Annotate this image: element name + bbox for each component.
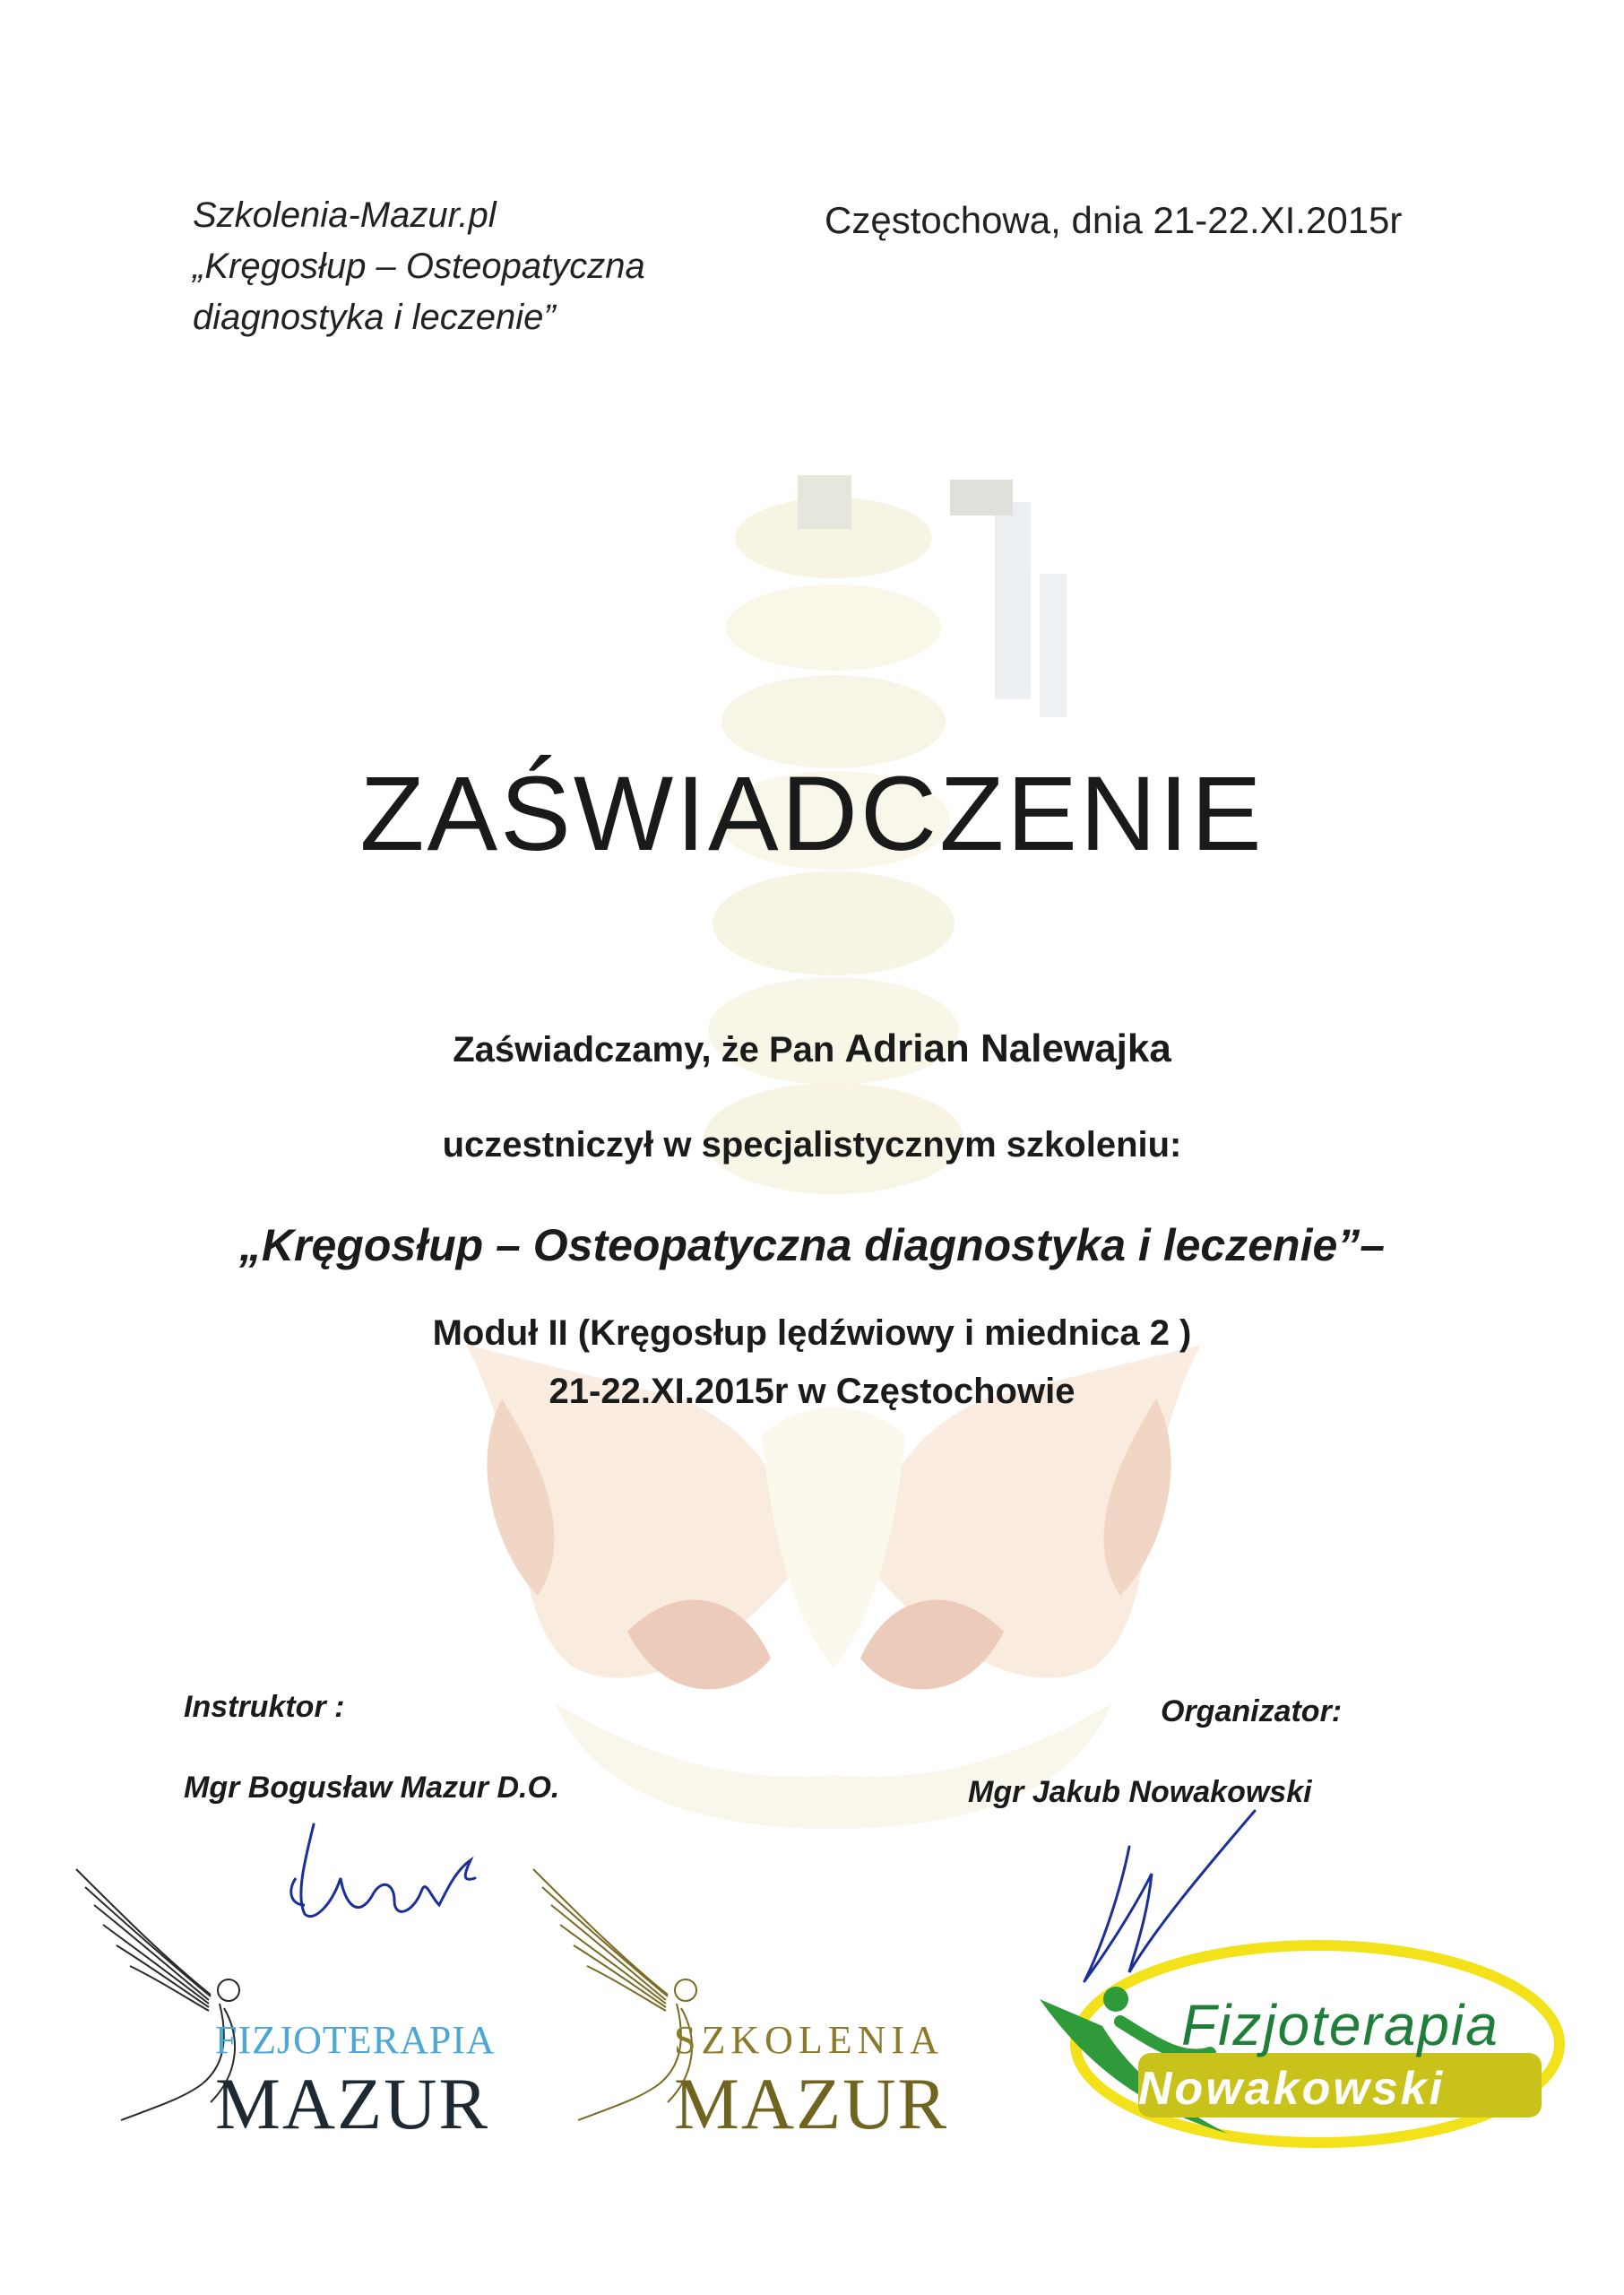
logo3-top-text: Fizjoterapia [1181,1993,1499,2057]
logo1-bottom-text: MAZUR [215,2063,490,2144]
organizer-name: Mgr Jakub Nowakowski [968,1775,1312,1809]
header-course-line1: „Kręgosłup – Osteopatyczna [193,247,645,286]
instructor-label: Instruktor : [184,1690,345,1724]
logo1-top-text: FIZJOTERAPIA [215,2018,496,2062]
header-course-info [193,190,766,343]
header-place-date: Częstochowa, dnia 21-22.XI.2015r [825,199,1403,241]
recipient-name: Adrian Nalewajka [844,1026,1171,1070]
logo2-top-text: SZKOLENIA [674,2018,944,2062]
certificate-title: ZAŚWIADCZENIE [359,755,1265,873]
logo3-bottom-text: Nowakowski [1138,2063,1446,2115]
instructor-name: Mgr Bogusław Mazur D.O. [184,1771,560,1805]
header-course-line2: diagnostyka i leczenie” [193,298,556,337]
organizer-label: Organizator: [1161,1694,1343,1728]
header-website: Szkolenia-Mazur.pl [193,195,497,235]
instructor-signature [260,1806,493,1932]
participation-line: uczestniczył w specjalistycznym szkoleniu: [442,1125,1182,1165]
course-name: „Kręgosłup – Osteopatyczna diagnostyka i leczenie”– [238,1220,1386,1270]
logo2-bottom-text: MAZUR [674,2063,949,2144]
certify-line [0,1026,1624,1071]
certify-prefix: Zaświadczamy, że Pan [453,1030,845,1070]
date-place-line: 21-22.XI.2015r w Częstochowie [549,1372,1075,1411]
module-line: Moduł II (Kręgosłup lędźwiowy i miednica 2 ) [432,1313,1192,1353]
